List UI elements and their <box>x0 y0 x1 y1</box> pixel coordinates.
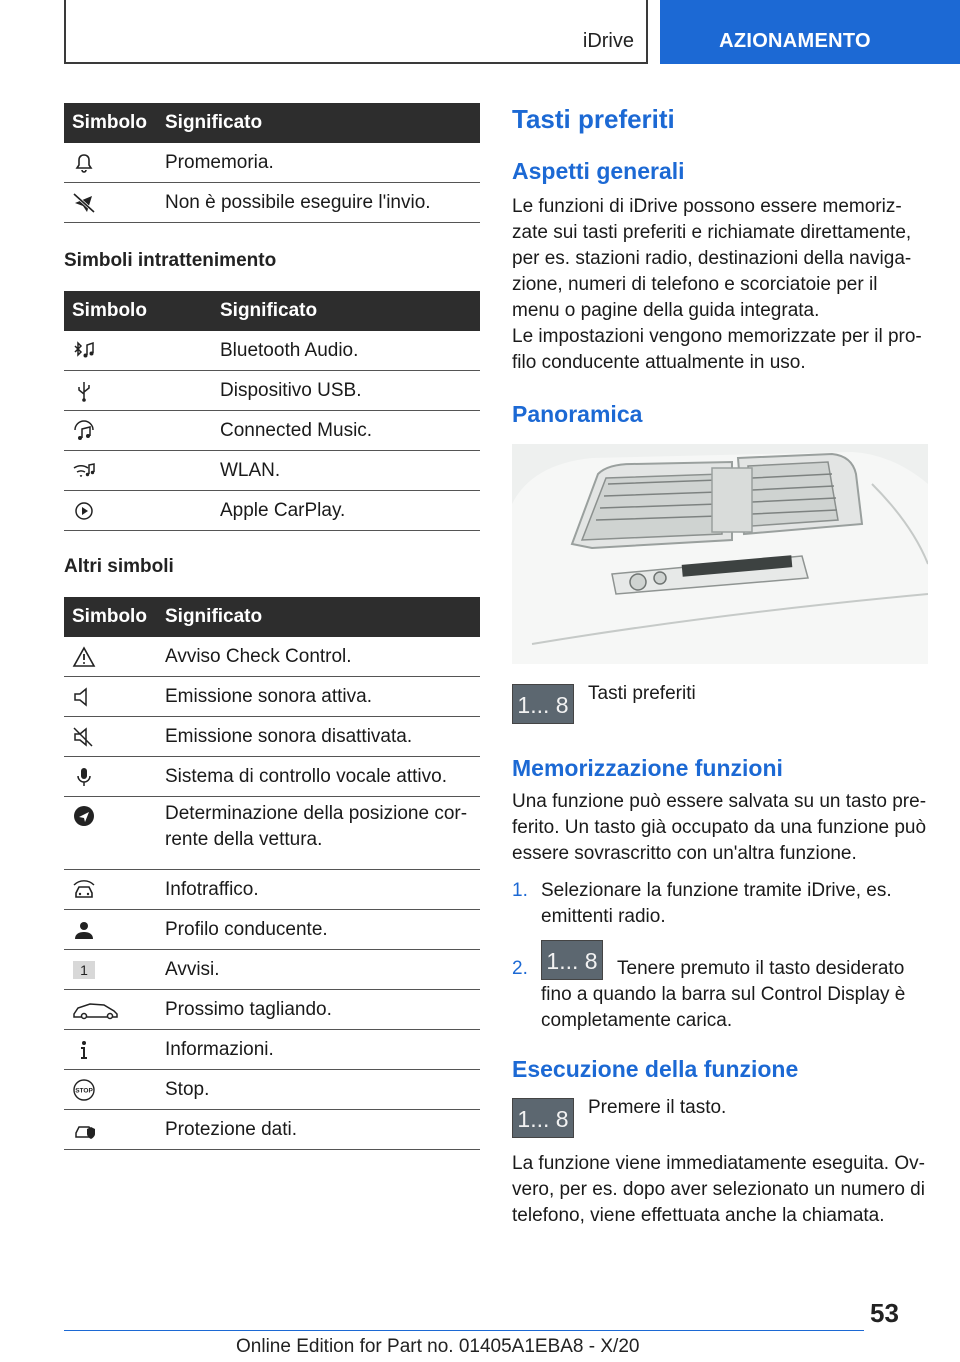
store-paragraph: Una funzione può essere salvata su un tasto pre-ferito. Un tasto già occupato da una funzione può essere sovrascritto con un'altra funzione. <box>512 791 927 864</box>
table-row <box>64 183 480 223</box>
driver-profile-icon <box>72 919 96 941</box>
table-cell: Profilo conducente. <box>165 910 480 950</box>
table-cell: Protezione dati. <box>165 1110 480 1150</box>
table-cell: Avvisi. <box>165 950 480 990</box>
execute-paragraph: La funzione viene immediatamente eseguita. Ov-vero, per es. dopo aver selezionato un numero di telefono, viene effettuata anche la chiamata. <box>512 1153 925 1226</box>
general-heading: Aspetti generali <box>512 158 685 184</box>
overview-heading: Panoramica <box>512 401 643 427</box>
notification-badge-icon <box>72 959 96 981</box>
table-row <box>64 637 480 677</box>
table-cell: Non è possibile eseguire l'invio. <box>165 183 480 223</box>
bell-icon <box>72 152 96 174</box>
table-row <box>64 717 480 757</box>
favorite-key-image: 1... 8 <box>512 684 574 724</box>
table-cell: Promemoria. <box>165 143 480 183</box>
car-service-icon <box>72 999 120 1021</box>
table-cell: Emissione sonora attiva. <box>165 677 480 717</box>
table-row <box>64 1030 480 1070</box>
table-header-row <box>64 597 480 637</box>
table-row <box>64 451 480 491</box>
header-section-title: iDrive <box>582 30 634 52</box>
header-chapter-title: AZIONAMENTO <box>719 30 871 52</box>
table-cell: Connected Music. <box>220 411 480 451</box>
speaker-off-icon <box>72 726 96 748</box>
table-cell: Avviso Check Control. <box>165 637 480 677</box>
col-meaning-header: Significato <box>165 597 480 637</box>
store-step-2 <box>512 940 928 1034</box>
col-symbol-header: Simbolo <box>64 103 165 143</box>
execute-instruction: Premere il tasto. <box>588 1097 727 1118</box>
table-row <box>64 143 480 183</box>
table-cell: Sistema di controllo vocale attivo. <box>165 757 480 797</box>
col-symbol-header: Simbolo <box>64 291 220 331</box>
warning-icon <box>72 646 96 668</box>
general-paragraph-2: Le impostazioni vengono memorizzate per il pro-filo conducente attualmente in uso. <box>512 326 922 373</box>
table-row <box>64 870 480 910</box>
step-text: Tenere premuto il tasto desiderato fino a quando la barra sul Control Display è completamente carica. <box>541 958 906 1031</box>
entertainment-heading: Simboli intrattenimento <box>64 250 277 271</box>
table-row <box>64 411 480 451</box>
table-row <box>64 757 480 797</box>
header-section-box <box>64 0 648 64</box>
header-chapter-tab <box>660 0 960 64</box>
table-cell: Determinazione della posizione cor-rente della vettura. <box>165 797 480 870</box>
table-row <box>64 950 480 990</box>
traffic-icon <box>72 879 96 901</box>
favorite-key-image: 1... 8 <box>512 1098 574 1138</box>
notification-badge-number: 1 <box>80 961 88 978</box>
step-number: 1. <box>512 880 528 901</box>
table-row <box>64 1110 480 1150</box>
location-icon <box>72 805 96 827</box>
data-protection-icon <box>72 1119 96 1141</box>
table-row <box>64 910 480 950</box>
table-cell: Infotraffico. <box>165 870 480 910</box>
stop-icon <box>72 1079 96 1101</box>
table-row <box>64 371 480 411</box>
table-header-row <box>64 103 480 143</box>
favorite-key-caption: Tasti preferiti <box>588 683 696 704</box>
table-cell: WLAN. <box>220 451 480 491</box>
symbol-table-messages <box>64 103 480 223</box>
general-paragraph-1: Le funzioni di iDrive possono essere memoriz-zate sui tasti preferiti e richiamate direttamente, per es. stazioni radio, destinazioni della naviga-zione, numeri di telefono e scorciatoie per il menu o pagine della guida integrata. <box>512 196 912 321</box>
table-row <box>64 990 480 1030</box>
microphone-icon <box>72 766 96 788</box>
table-row <box>64 331 480 371</box>
col-meaning-header: Significato <box>220 291 480 331</box>
speaker-icon <box>72 686 96 708</box>
step-text: Selezionare la funzione tramite iDrive, es. emittenti radio. <box>541 880 892 927</box>
table-row <box>64 677 480 717</box>
wlan-icon <box>72 460 96 482</box>
col-symbol-header: Simbolo <box>64 597 165 637</box>
bluetooth-audio-icon <box>72 340 96 362</box>
table-cell: Apple CarPlay. <box>220 491 480 531</box>
info-icon <box>72 1039 96 1061</box>
send-disabled-icon <box>72 192 96 214</box>
execute-heading: Esecuzione della funzione <box>512 1056 799 1082</box>
store-step-1 <box>512 878 928 930</box>
usb-icon <box>72 380 96 402</box>
symbol-table-entertainment <box>64 291 480 531</box>
dashboard-drawing <box>512 444 928 664</box>
table-cell: Dispositivo USB. <box>220 371 480 411</box>
dashboard-illustration <box>512 444 928 664</box>
table-header-row <box>64 291 480 331</box>
col-meaning-header: Significato <box>165 103 480 143</box>
store-heading: Memorizzazione funzioni <box>512 755 783 781</box>
table-cell: Stop. <box>165 1070 480 1110</box>
step-number: 2. <box>512 958 528 979</box>
table-cell: Prossimo tagliando. <box>165 990 480 1030</box>
carplay-icon <box>72 500 96 522</box>
page-number: 53 <box>870 1298 899 1328</box>
table-row <box>64 491 480 531</box>
table-cell: Emissione sonora disattivata. <box>165 717 480 757</box>
page-title: Tasti preferiti <box>512 104 675 134</box>
footer-rule <box>64 1330 864 1331</box>
stop-icon-label: STOP <box>75 1087 93 1094</box>
other-symbols-heading: Altri simboli <box>64 556 174 577</box>
table-cell: Informazioni. <box>165 1030 480 1070</box>
favorite-key-image: 1... 8 <box>541 940 603 980</box>
table-cell: Bluetooth Audio. <box>220 331 480 371</box>
table-row <box>64 797 480 870</box>
connected-music-icon <box>72 420 96 442</box>
symbol-table-other <box>64 597 480 1150</box>
table-row <box>64 1070 480 1110</box>
footer-edition: Online Edition for Part no. 01405A1EBA8 - X/20 <box>236 1336 640 1357</box>
